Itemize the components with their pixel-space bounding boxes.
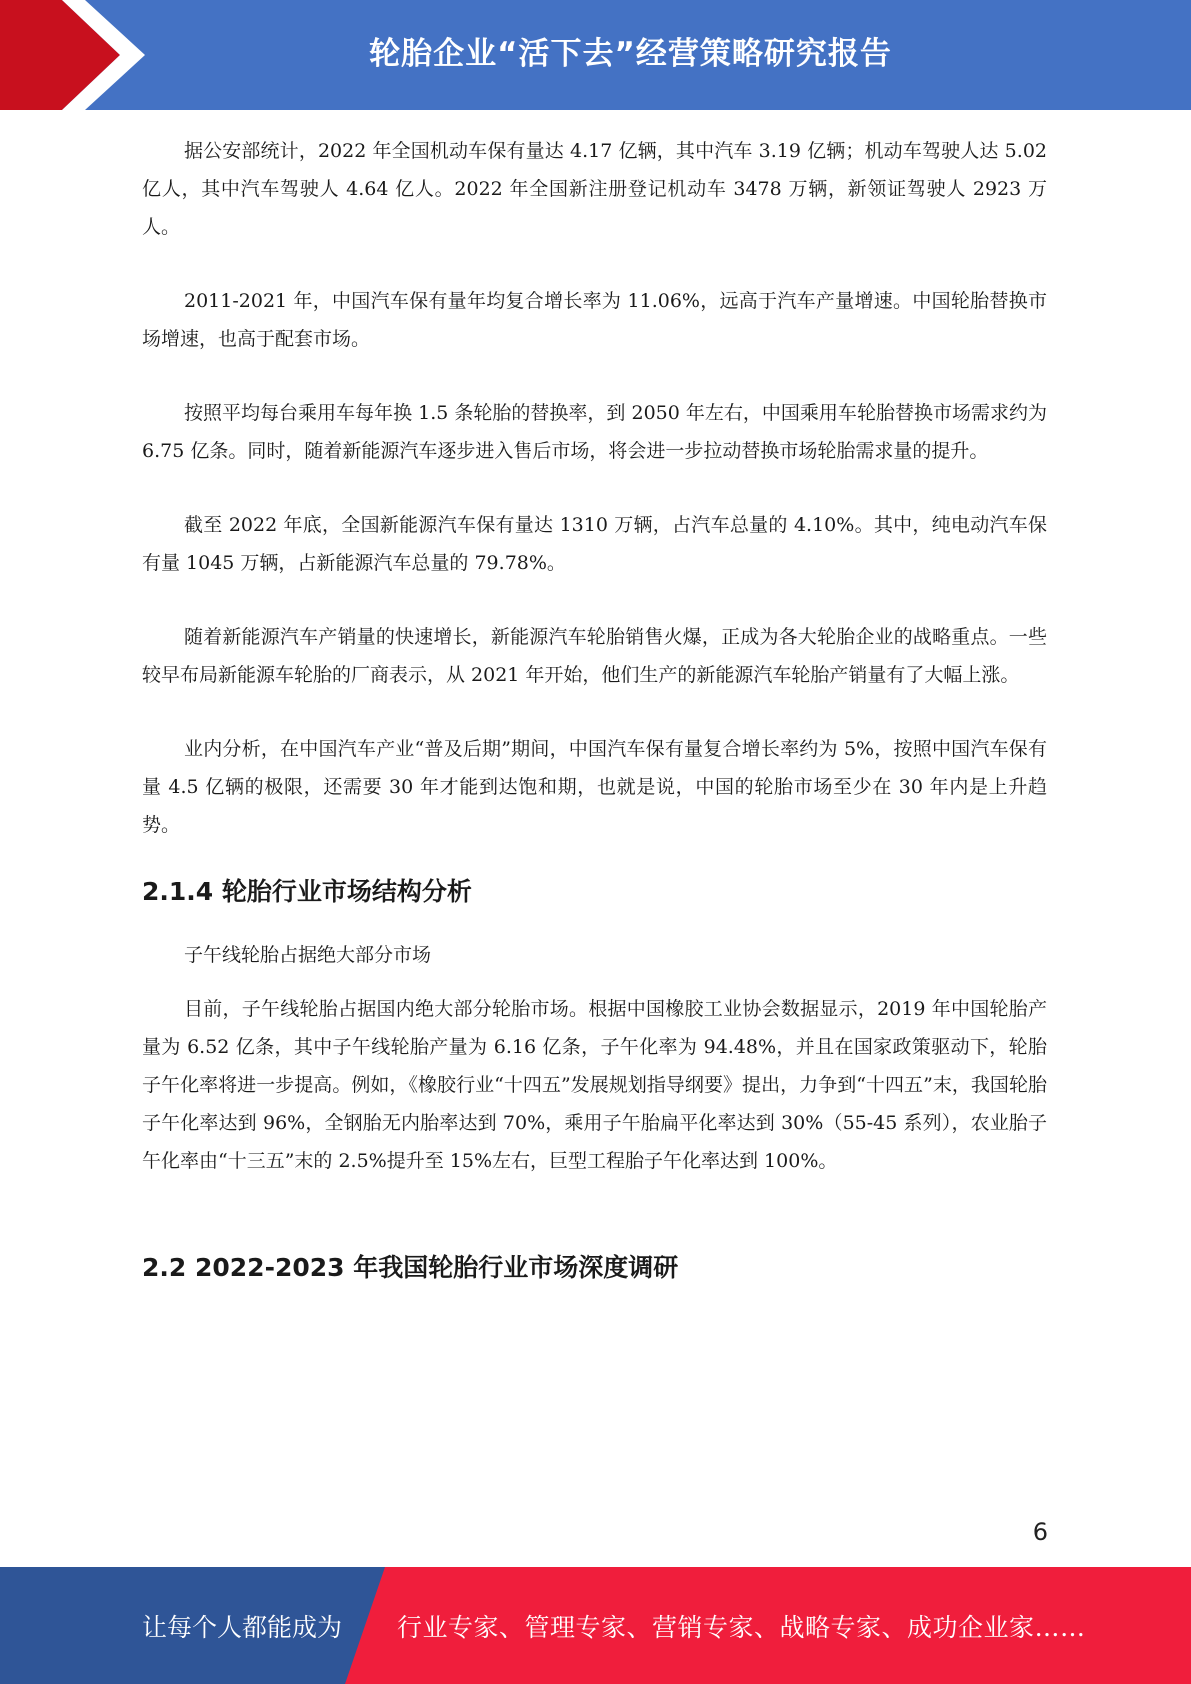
section-heading-2-1-4: 2.1.4 轮胎行业市场结构分析: [142, 877, 472, 906]
main-content: [142, 132, 1047, 1288]
paragraph-radial-tires: 目前，子午线轮胎占据国内绝大部分轮胎市场。根据中国橡胶工业协会数据显示，2019 年中国轮胎产量为 6.52 亿条，其中子午线轮胎产量为 6.16 亿条，子午化率为 94.48%，并且在国家政策驱动下，轮胎子午化率将进一步提高。例如，《橡胶行业“十四五”发展规划指导纲要》提出，力争到“十四五”末，我国轮胎子午化率达到 96%，全钢胎无内胎率达到 70%，乘用子午胎扁平化率达到 30%（55-45 系列），农业胎子午化率由“十三五”末的 2.5%提升至 15%左右，巨型工程胎子午化率达到 100%。: [142, 998, 1047, 1172]
section-subheading-radial: 子午线轮胎占据绝大部分市场: [184, 944, 432, 966]
paragraph-replacement-demand: 按照平均每台乘用车每年换 1.5 条轮胎的替换率，到 2050 年左右，中国乘用车轮胎替换市场需求约为 6.75 亿条。同时，随着新能源汽车逐步进入售后市场，将会进一步拉动替换市场轮胎需求量的提升。: [142, 402, 1047, 462]
header-red-chevron: [0, 0, 150, 110]
paragraph-nev-tire-sales: 随着新能源汽车产销量的快速增长，新能源汽车轮胎销售火爆，正成为各大轮胎企业的战略重点。一些较早布局新能源车轮胎的厂商表示，从 2021 年开始，他们生产的新能源汽车轮胎产销量有了大幅上涨。: [142, 626, 1047, 686]
footer-slogan-left: 让每个人都能成为: [142, 1612, 343, 1642]
paragraph-vehicle-stats: 据公安部统计，2022 年全国机动车保有量达 4.17 亿辆，其中汽车 3.19 亿辆；机动车驾驶人达 5.02 亿人，其中汽车驾驶人 4.64 亿人。2022 年全国新注册登记机动车 3478 万辆，新领证驾驶人 2923 万人。: [142, 140, 1047, 238]
section-heading-2-2: 2.2 2022-2023 年我国轮胎行业市场深度调研: [142, 1253, 679, 1282]
paragraph-industry-analysis: 业内分析，在中国汽车产业“普及后期”期间，中国汽车保有量复合增长率约为 5%，按照中国汽车保有量 4.5 亿辆的极限，还需要 30 年才能到达饱和期，也就是说，中国的轮胎市场至少在 30 年内是上升趋势。: [142, 738, 1047, 836]
page-number: 6: [1032, 1518, 1048, 1546]
paragraph-nev-stats: 截至 2022 年底，全国新能源汽车保有量达 1310 万辆，占汽车总量的 4.10%。其中，纯电动汽车保有量 1045 万辆，占新能源汽车总量的 79.78%。: [142, 514, 1047, 574]
page-header: [0, 0, 1191, 110]
paragraph-growth-rate: 2011-2021 年，中国汽车保有量年均复合增长率为 11.06%，远高于汽车产量增速。中国轮胎替换市场增速，也高于配套市场。: [142, 290, 1047, 350]
footer-slogan-right: 行业专家、管理专家、营销专家、战略专家、成功企业家……: [397, 1612, 1086, 1642]
report-title: 轮胎企业“活下去”经营策略研究报告: [369, 35, 892, 72]
page-footer: [0, 1567, 1191, 1684]
